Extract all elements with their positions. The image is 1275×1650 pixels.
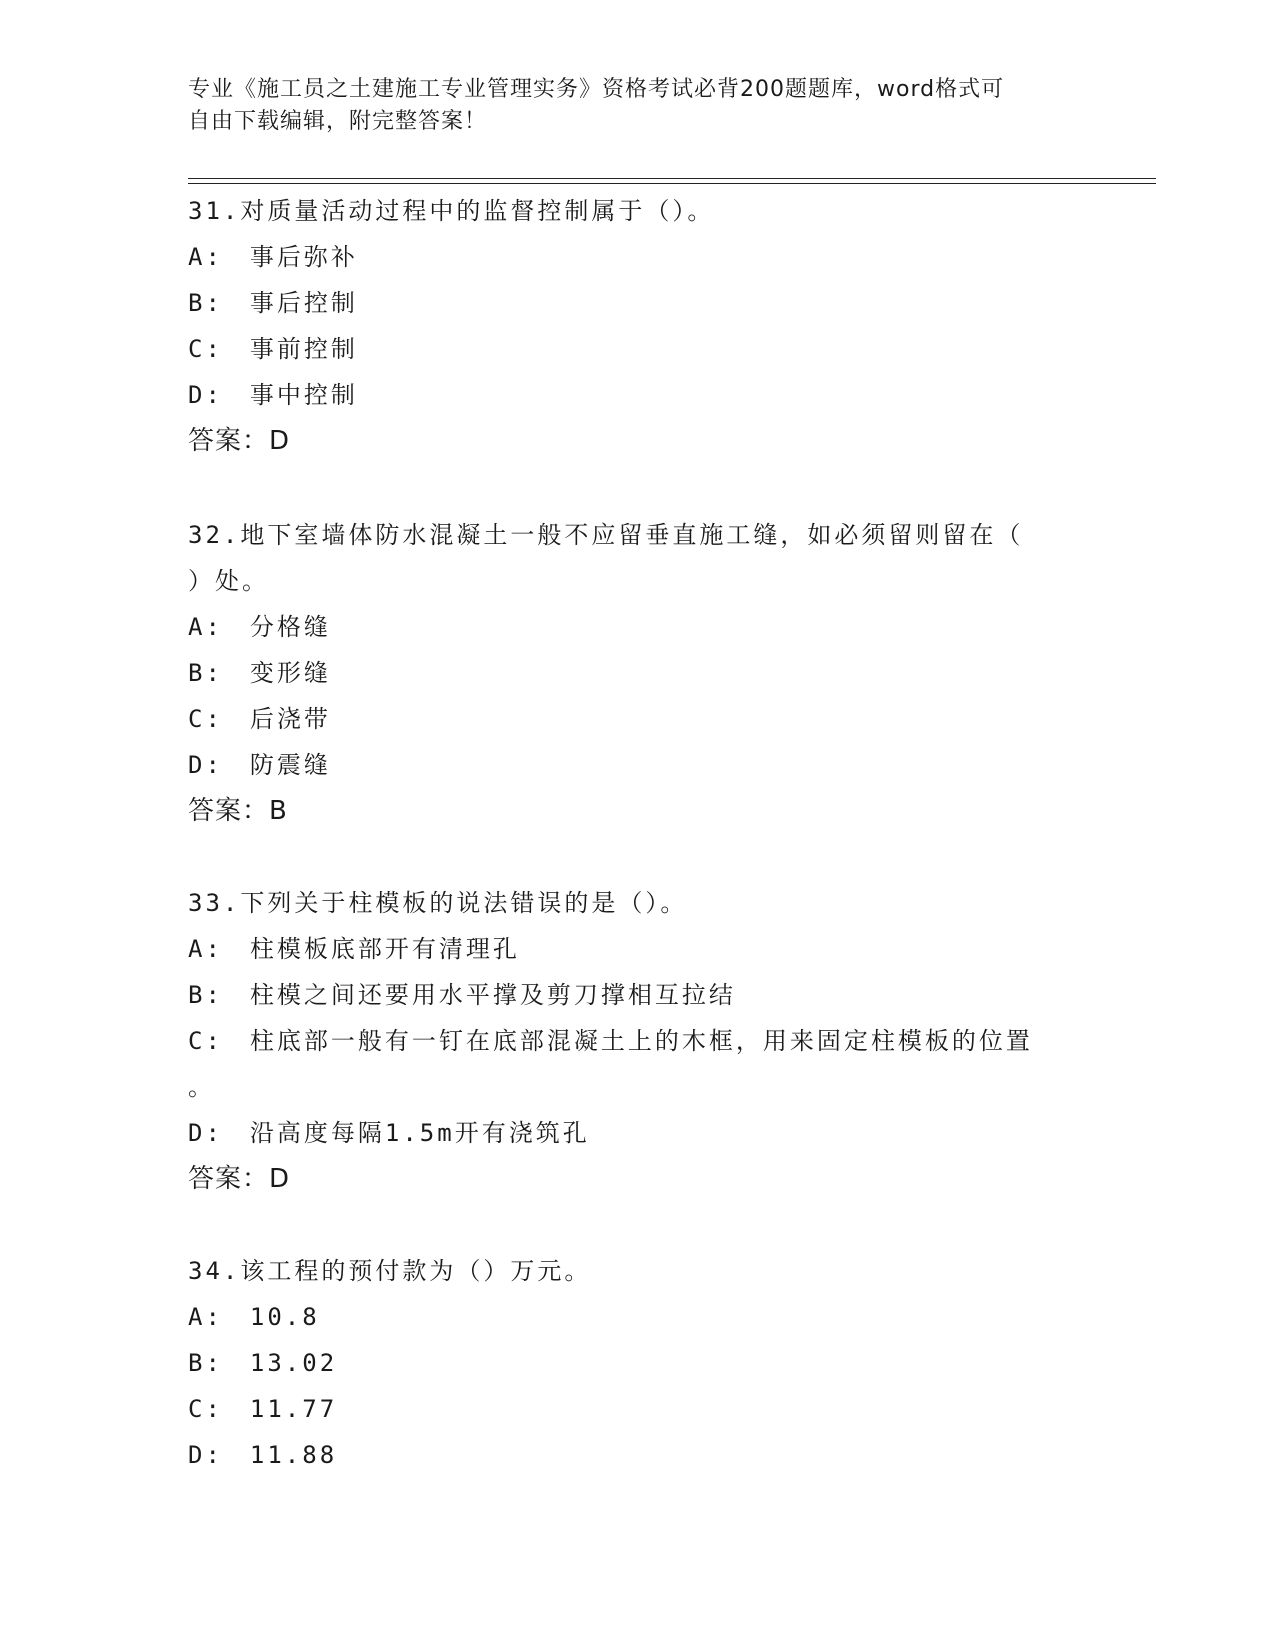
option-d: D: 11.88 [188, 1441, 338, 1469]
question-stem: 31.对质量活动过程中的监督控制属于（）。 [188, 197, 715, 225]
answer-line [188, 788, 1088, 834]
option-b: B: 13.02 [188, 1349, 338, 1377]
question-stem: 32.地下室墙体防水混凝土一般不应留垂直施工缝，如必须留则留在（ [188, 521, 1024, 549]
header-divider-top [188, 178, 1156, 179]
question-stem: 33.下列关于柱模板的说法错误的是（）。 [188, 889, 688, 917]
document-header [188, 74, 1068, 138]
header-divider-bottom [188, 183, 1156, 184]
option-b: B: 事后控制 [188, 289, 358, 317]
option-d: D: 防震缝 [188, 751, 331, 779]
answer-label: 答案： [188, 426, 270, 456]
option-a: A: 10.8 [188, 1303, 320, 1331]
question-stem-continued: ）处。 [188, 567, 269, 595]
option-d: D: 沿高度每隔1.5m开有浇筑孔 [188, 1119, 590, 1147]
option-a: A: 事后弥补 [188, 243, 358, 271]
option-c: C: 11.77 [188, 1395, 338, 1423]
question-34 [188, 1248, 1088, 1478]
question-32 [188, 512, 1088, 834]
option-d: D: 事中控制 [188, 381, 358, 409]
question-33 [188, 880, 1088, 1202]
header-line-1: 专业《施工员之土建施工专业管理实务》资格考试必背200题题库，word格式可 [188, 77, 1005, 102]
option-c: C: 事前控制 [188, 335, 358, 363]
option-c-continued: 。 [188, 1073, 215, 1101]
answer-label: 答案： [188, 796, 270, 826]
option-c: C: 后浇带 [188, 705, 331, 733]
header-line-2: 自由下载编辑，附完整答案！ [188, 109, 488, 134]
option-a: A: 柱模板底部开有清理孔 [188, 935, 520, 963]
answer-line [188, 1156, 1088, 1202]
option-b: B: 变形缝 [188, 659, 331, 687]
question-31 [188, 188, 1088, 464]
option-c: C: 柱底部一般有一钉在底部混凝土上的木框，用来固定柱模板的位置 [188, 1027, 1033, 1055]
answer-value: D [269, 426, 291, 456]
answer-label: 答案： [188, 1164, 270, 1194]
answer-value: D [269, 1164, 291, 1194]
answer-value: B [269, 796, 288, 826]
option-a: A: 分格缝 [188, 613, 331, 641]
answer-line [188, 418, 1088, 464]
question-stem: 34.该工程的预付款为（）万元。 [188, 1257, 592, 1285]
option-b: B: 柱模之间还要用水平撑及剪刀撑相互拉结 [188, 981, 736, 1009]
